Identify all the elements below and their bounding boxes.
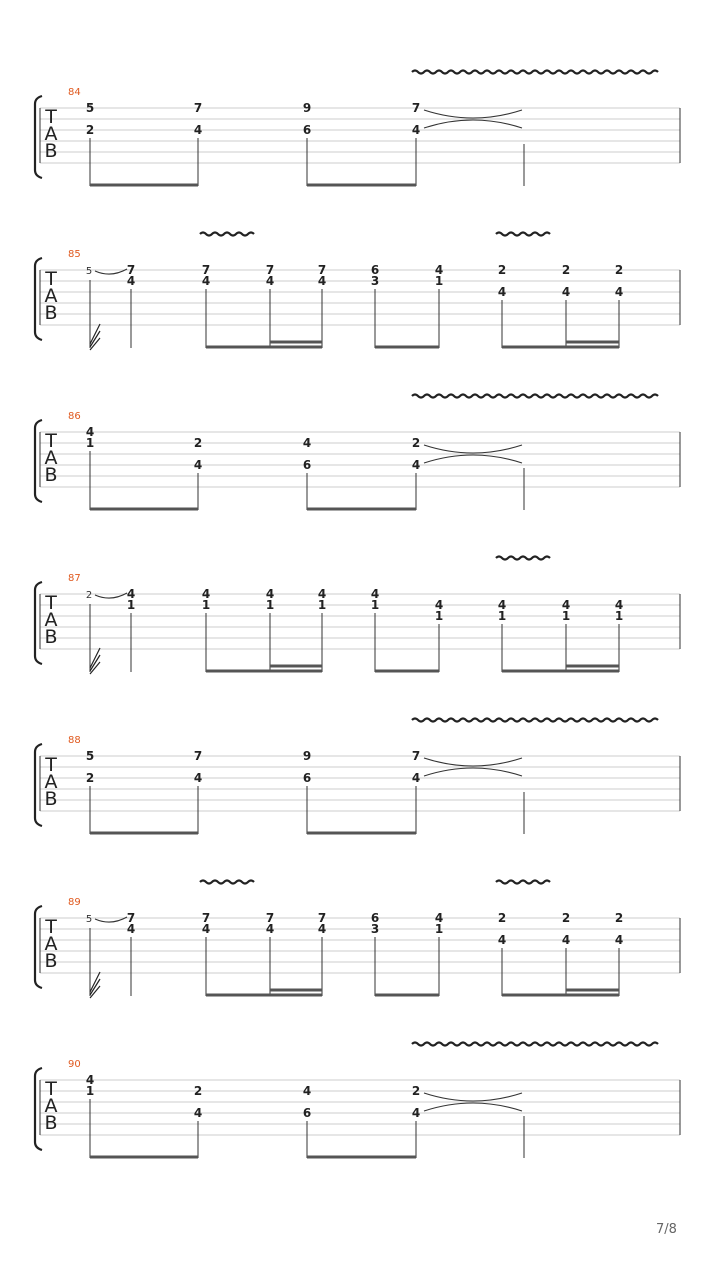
tab-clef-letter: B: [44, 626, 58, 648]
fret-number: 7: [317, 911, 327, 925]
tab-clef-letter: B: [44, 950, 58, 972]
fret-number: 4: [201, 274, 211, 288]
fret-number: 4: [497, 598, 507, 612]
fret-number: 4: [193, 458, 203, 472]
fret-number: 4: [265, 587, 275, 601]
measure-number: 87: [68, 573, 81, 584]
tab-clef-letter: B: [44, 788, 58, 810]
fret-number: 4: [126, 274, 136, 288]
fret-number: 4: [302, 1084, 312, 1098]
fret-number: 4: [126, 587, 136, 601]
fret-number: 7: [201, 911, 211, 925]
tie-arc: [424, 455, 522, 463]
vibrato-mark: [412, 395, 658, 398]
fret-number: 4: [497, 933, 507, 947]
fret-number: 3: [370, 922, 380, 936]
grace-note-fret: 5: [85, 266, 93, 277]
fret-number: 7: [126, 263, 136, 277]
measure-number: 85: [68, 249, 81, 260]
fret-number: 4: [434, 263, 444, 277]
fret-number: 9: [302, 101, 312, 115]
tie-arc: [424, 445, 522, 453]
tab-system: [35, 719, 680, 835]
fret-number: 9: [302, 749, 312, 763]
fret-number: 4: [265, 274, 275, 288]
fret-number: 4: [85, 1073, 95, 1087]
tab-clef-letter: B: [44, 302, 58, 324]
fret-number: 1: [317, 598, 327, 612]
vibrato-mark: [412, 71, 658, 74]
page-number: 7/8: [656, 1222, 677, 1237]
fret-number: 2: [411, 436, 421, 450]
fret-number: 2: [614, 911, 624, 925]
fret-number: 2: [561, 263, 571, 277]
fret-number: 4: [317, 922, 327, 936]
fret-number: 7: [411, 101, 421, 115]
fret-number: 4: [201, 587, 211, 601]
fret-number: 1: [201, 598, 211, 612]
tab-system: [35, 71, 680, 187]
measure-number: 88: [68, 735, 81, 746]
tab-clef-letter: A: [44, 609, 58, 631]
fret-number: 4: [370, 587, 380, 601]
fret-number: 4: [85, 425, 95, 439]
tab-clef-letter: T: [45, 916, 57, 938]
measure-number: 89: [68, 897, 81, 908]
fret-number: 3: [370, 274, 380, 288]
fret-number: 7: [411, 749, 421, 763]
tab-clef-letter: A: [44, 933, 58, 955]
vibrato-mark: [200, 233, 254, 236]
fret-number: 7: [193, 749, 203, 763]
tab-clef-letter: B: [44, 464, 58, 486]
fret-number: 7: [201, 263, 211, 277]
tab-clef-letter: A: [44, 447, 58, 469]
fret-number: 4: [434, 598, 444, 612]
tab-clef-letter: T: [45, 268, 57, 290]
fret-number: 1: [434, 922, 444, 936]
tab-clef-letter: A: [44, 285, 58, 307]
tab-clef-letter: B: [44, 140, 58, 162]
fret-number: 4: [561, 285, 571, 299]
fret-number: 2: [497, 263, 507, 277]
fret-number: 4: [411, 1106, 421, 1120]
fret-number: 4: [561, 933, 571, 947]
tab-clef-letter: A: [44, 771, 58, 793]
tab-system: [35, 881, 680, 999]
fret-number: 4: [614, 598, 624, 612]
fret-number: 7: [126, 911, 136, 925]
measure-number: 90: [68, 1059, 81, 1070]
fret-number: 6: [302, 123, 312, 137]
tab-system: [35, 1043, 680, 1159]
fret-number: 2: [411, 1084, 421, 1098]
fret-number: 2: [497, 911, 507, 925]
fret-number: 4: [614, 933, 624, 947]
fret-number: 1: [434, 274, 444, 288]
vibrato-mark: [496, 881, 550, 884]
fret-number: 4: [434, 911, 444, 925]
fret-number: 4: [561, 598, 571, 612]
fret-number: 1: [265, 598, 275, 612]
fret-number: 5: [85, 101, 95, 115]
measure-number: 84: [68, 87, 81, 98]
tie-arc: [424, 1103, 522, 1111]
vibrato-mark: [200, 881, 254, 884]
fret-number: 6: [302, 458, 312, 472]
tie-arc: [424, 1093, 522, 1101]
fret-number: 6: [370, 911, 380, 925]
tab-clef-letter: A: [44, 123, 58, 145]
fret-number: 7: [265, 911, 275, 925]
fret-number: 5: [85, 749, 95, 763]
fret-number: 1: [434, 609, 444, 623]
fret-number: 4: [193, 123, 203, 137]
tab-system: [35, 557, 680, 675]
fret-number: 1: [614, 609, 624, 623]
fret-number: 4: [411, 458, 421, 472]
fret-number: 2: [614, 263, 624, 277]
fret-number: 4: [317, 274, 327, 288]
fret-number: 4: [317, 587, 327, 601]
fret-number: 4: [497, 285, 507, 299]
tab-clef-letter: T: [45, 754, 57, 776]
tab-clef-letter: A: [44, 1095, 58, 1117]
tab-clef-letter: T: [45, 592, 57, 614]
tie-arc: [424, 768, 522, 776]
vibrato-mark: [496, 233, 550, 236]
fret-number: 4: [193, 1106, 203, 1120]
fret-number: 6: [302, 771, 312, 785]
fret-number: 2: [193, 436, 203, 450]
fret-number: 4: [614, 285, 624, 299]
tab-system: [35, 395, 680, 511]
fret-number: 1: [370, 598, 380, 612]
fret-number: 1: [497, 609, 507, 623]
fret-number: 7: [193, 101, 203, 115]
fret-number: 1: [561, 609, 571, 623]
tab-system: [35, 233, 680, 351]
grace-note-fret: 5: [85, 914, 93, 925]
fret-number: 4: [201, 922, 211, 936]
vibrato-mark: [412, 719, 658, 722]
fret-number: 1: [85, 1084, 95, 1098]
tie-arc: [424, 110, 522, 118]
fret-number: 4: [126, 922, 136, 936]
fret-number: 1: [126, 598, 136, 612]
fret-number: 6: [370, 263, 380, 277]
tab-clef-letter: T: [45, 1078, 57, 1100]
tab-clef-letter: T: [45, 106, 57, 128]
fret-number: 2: [561, 911, 571, 925]
fret-number: 4: [193, 771, 203, 785]
fret-number: 7: [317, 263, 327, 277]
fret-number: 2: [85, 123, 95, 137]
fret-number: 6: [302, 1106, 312, 1120]
tab-clef-letter: T: [45, 430, 57, 452]
vibrato-mark: [412, 1043, 658, 1046]
grace-note-fret: 2: [85, 590, 93, 601]
fret-number: 4: [302, 436, 312, 450]
fret-number: 2: [85, 771, 95, 785]
vibrato-mark: [496, 557, 550, 560]
fret-number: 4: [265, 922, 275, 936]
fret-number: 7: [265, 263, 275, 277]
tie-arc: [424, 120, 522, 128]
tie-arc: [424, 758, 522, 766]
fret-number: 4: [411, 771, 421, 785]
fret-number: 2: [193, 1084, 203, 1098]
fret-number: 1: [85, 436, 95, 450]
tab-clef-letter: B: [44, 1112, 58, 1134]
measure-number: 86: [68, 411, 81, 422]
fret-number: 4: [411, 123, 421, 137]
